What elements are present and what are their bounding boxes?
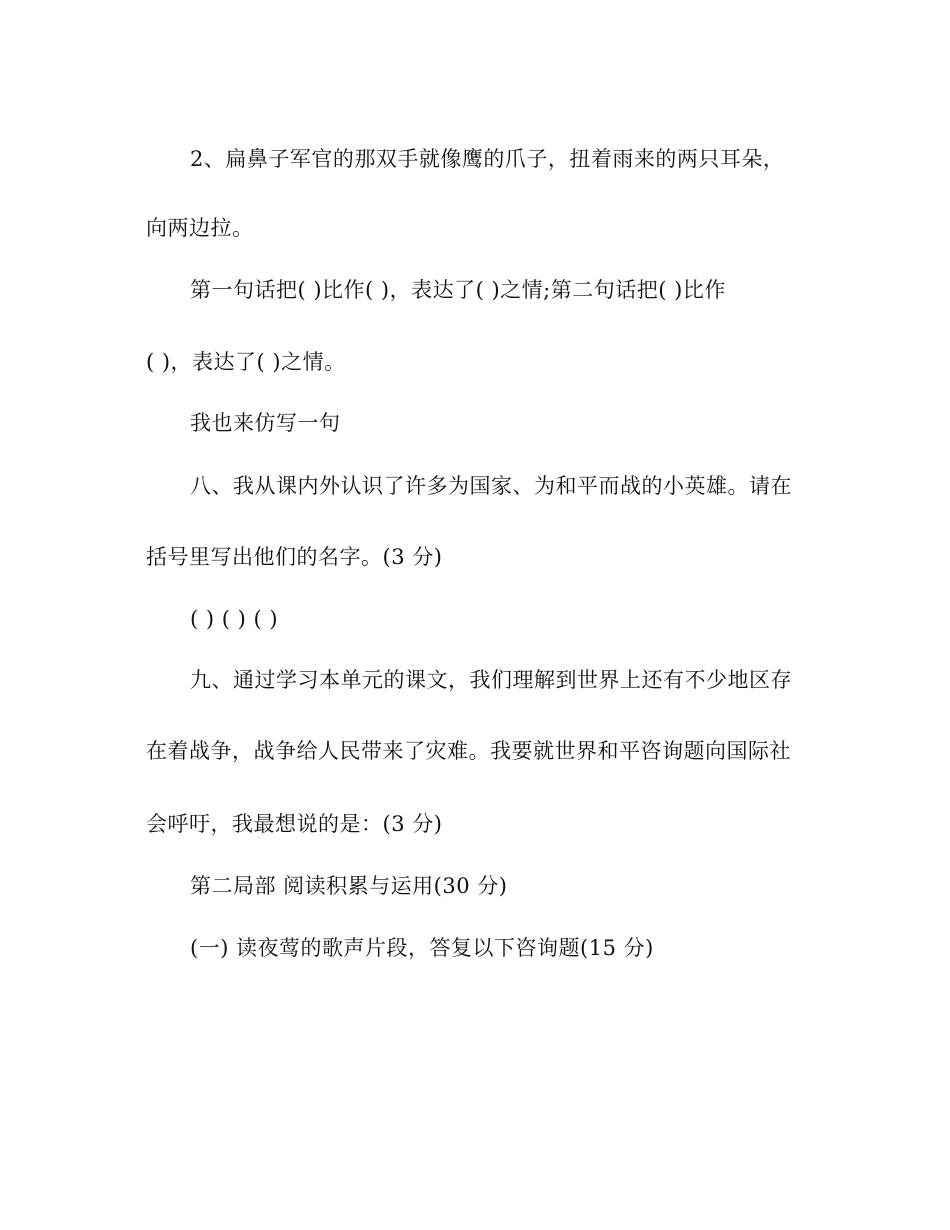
fill-blank-line-2: ( )，表达了( )之情。 <box>146 350 346 374</box>
question-2-line-1: 2、扁鼻子军官的那双手就像鹰的爪子，扭着雨来的两只耳朵， <box>190 147 785 171</box>
fill-blank-line-1: 第一句话把( )比作( )，表达了( )之情;第二句话把( )比作 <box>190 278 726 302</box>
section-8-line-2: 括号里写出他们的名字。(3 分) <box>146 545 443 569</box>
section-9-line-3: 会呼吁，我最想说的是：(3 分) <box>146 812 443 836</box>
question-2-line-2: 向两边拉。 <box>146 216 254 240</box>
part-2-heading: 第二局部 阅读积累与运用(30 分) <box>190 874 508 898</box>
section-9-line-2: 在着战争，战争给人民带来了灾难。我要就世界和平咨询题向国际社 <box>146 739 791 763</box>
section-8-line-1: 八、我从课内外认识了许多为国家、为和平而战的小英雄。请在 <box>190 474 792 498</box>
reading-section-heading: (一) 读夜莺的歌声片段，答复以下咨询题(15 分) <box>190 936 654 960</box>
section-9-line-1: 九、通过学习本单元的课文，我们理解到世界上还有不少地区存 <box>190 668 792 692</box>
answer-blanks: ( ) ( ) ( ) <box>190 607 279 631</box>
imitation-prompt: 我也来仿写一句 <box>190 411 341 435</box>
